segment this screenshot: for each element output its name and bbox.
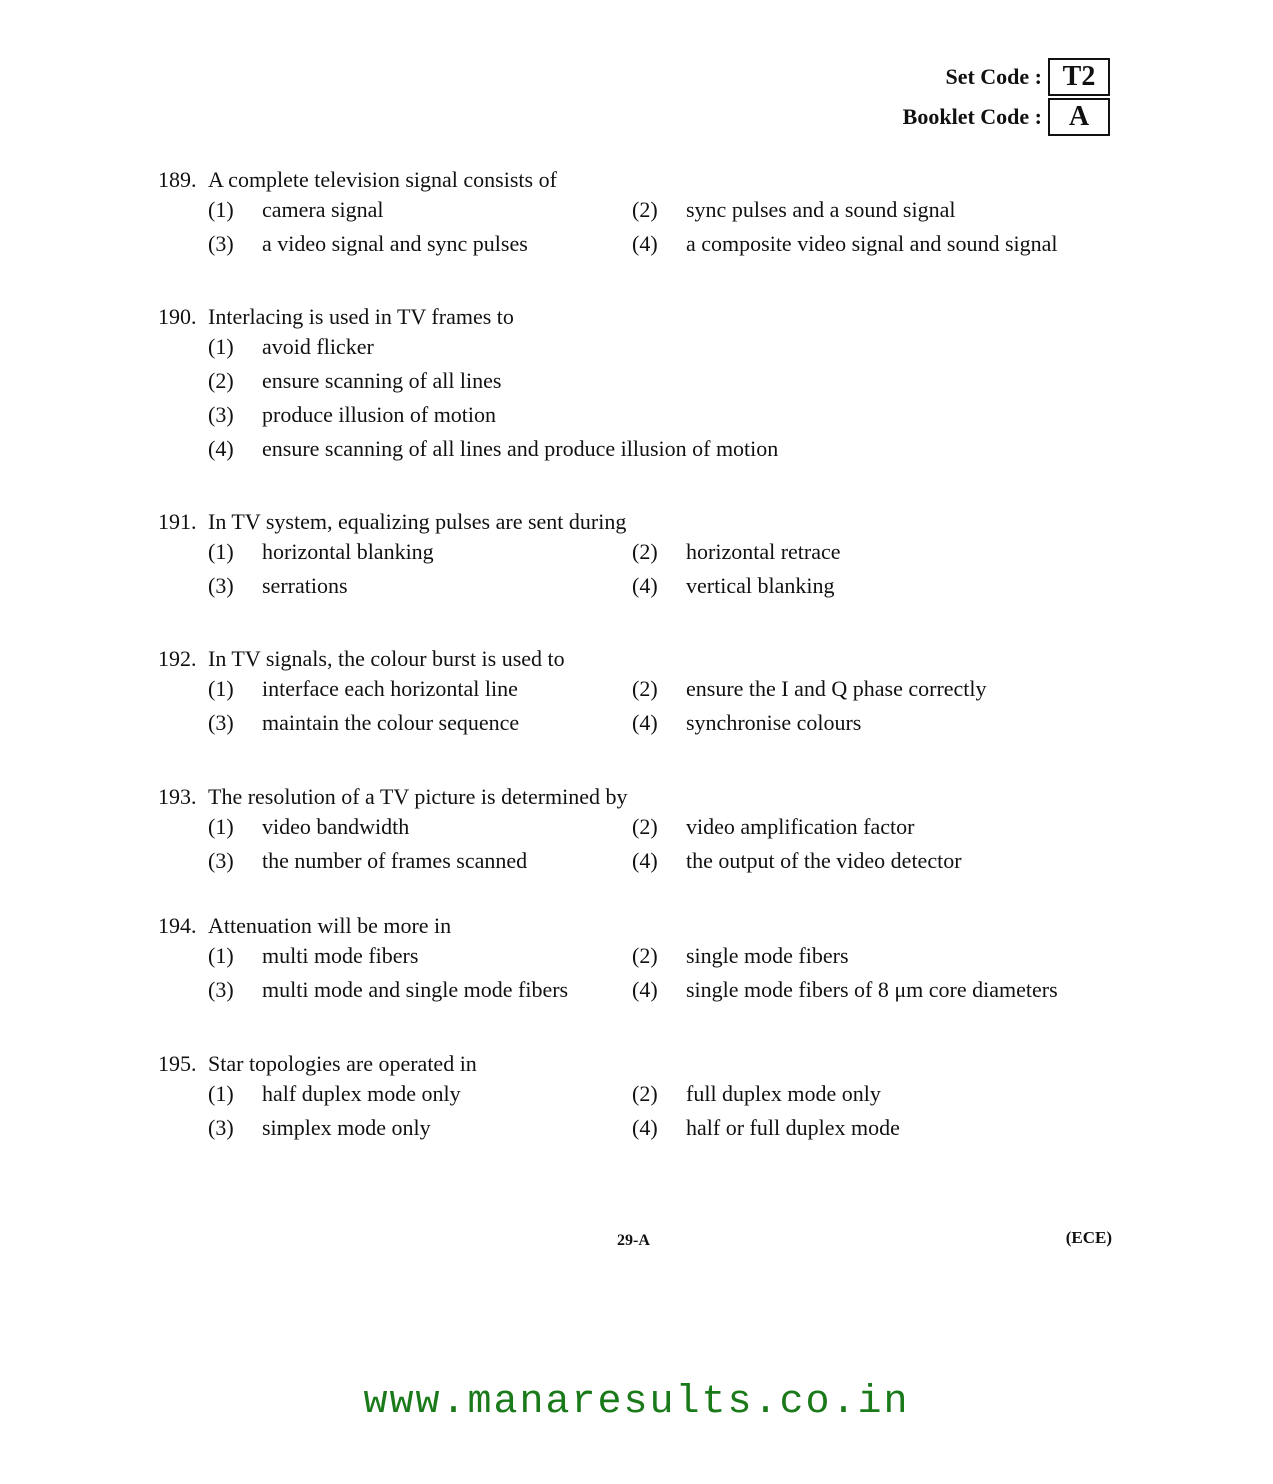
option-number: (2): [632, 676, 658, 701]
option-list: [208, 674, 1118, 738]
option-number: (1): [208, 334, 234, 359]
option-2[interactable]: [632, 674, 1102, 704]
question-stem: [158, 507, 1118, 537]
booklet-code-value: A: [1048, 98, 1110, 136]
option-text: synchronise colours: [686, 710, 862, 735]
question-number: 190.: [158, 304, 197, 329]
question-number: 194.: [158, 913, 197, 938]
option-number: (1): [208, 943, 234, 968]
question-text: Star topologies are operated in: [208, 1051, 477, 1076]
option-number: (2): [632, 539, 658, 564]
question-stem: [158, 782, 1118, 812]
option-text: sync pulses and a sound signal: [686, 197, 956, 222]
option-1[interactable]: [208, 812, 632, 842]
option-number: (2): [632, 943, 658, 968]
question-193: [158, 782, 1118, 876]
option-number: (4): [208, 436, 234, 461]
option-2[interactable]: [208, 366, 1102, 396]
option-text: vertical blanking: [686, 573, 835, 598]
question-stem: [158, 1049, 1118, 1079]
option-1[interactable]: [208, 941, 632, 971]
option-number: (1): [208, 676, 234, 701]
set-code-row: [903, 58, 1110, 96]
option-text: single mode fibers: [686, 943, 849, 968]
option-3[interactable]: [208, 229, 632, 259]
question-stem: [158, 165, 1118, 195]
question-192: [158, 644, 1118, 738]
question-194: [158, 911, 1118, 1005]
page-number: 29-A: [617, 1232, 650, 1249]
option-text: a composite video signal and sound signal: [686, 231, 1058, 256]
option-number: (3): [208, 573, 234, 598]
option-3[interactable]: [208, 400, 1102, 430]
option-4[interactable]: [208, 434, 1102, 464]
option-text: ensure the I and Q phase correctly: [686, 676, 987, 701]
option-text: the output of the video detector: [686, 848, 962, 873]
option-number: (2): [632, 197, 658, 222]
option-text: multi mode fibers: [262, 943, 419, 968]
option-2[interactable]: [632, 195, 1102, 225]
option-number: (3): [208, 977, 234, 1002]
option-number: (3): [208, 710, 234, 735]
option-list: [208, 195, 1118, 259]
option-text: avoid flicker: [262, 334, 374, 359]
option-number: (1): [208, 1081, 234, 1106]
option-3[interactable]: [208, 846, 632, 876]
question-text: In TV system, equalizing pulses are sent during: [208, 509, 627, 534]
option-number: (1): [208, 197, 234, 222]
option-number: (4): [632, 231, 658, 256]
option-text: horizontal retrace: [686, 539, 841, 564]
question-text: Interlacing is used in TV frames to: [208, 304, 514, 329]
option-text: horizontal blanking: [262, 539, 434, 564]
question-stem: [158, 302, 1118, 332]
option-text: produce illusion of motion: [262, 402, 497, 427]
watermark-url[interactable]: www.manaresults.co.in: [363, 1380, 910, 1425]
booklet-code-label: Booklet Code :: [902, 104, 1042, 129]
option-text: serrations: [262, 573, 348, 598]
code-block: [903, 58, 1110, 138]
option-number: (1): [208, 539, 234, 564]
option-4[interactable]: [632, 708, 1102, 738]
option-number: (3): [208, 1115, 234, 1140]
option-number: (4): [632, 848, 658, 873]
option-number: (4): [632, 977, 658, 1002]
option-list: [208, 812, 1118, 876]
option-3[interactable]: [208, 708, 632, 738]
option-text: video amplification factor: [686, 814, 915, 839]
option-text: multi mode and single mode fibers: [262, 977, 569, 1002]
question-number: 191.: [158, 509, 197, 534]
option-text: ensure scanning of all lines and produce illusion of motion: [262, 436, 779, 461]
question-text: In TV signals, the colour burst is used to: [208, 646, 565, 671]
question-195: [158, 1049, 1118, 1143]
option-text: full duplex mode only: [686, 1081, 881, 1106]
option-4[interactable]: [632, 975, 1102, 1005]
option-number: (4): [632, 710, 658, 735]
option-number: (2): [632, 814, 658, 839]
question-stem: [158, 644, 1118, 674]
option-1[interactable]: [208, 195, 632, 225]
option-2[interactable]: [632, 537, 1102, 567]
option-4[interactable]: [632, 846, 1102, 876]
option-2[interactable]: [632, 941, 1102, 971]
set-code-value: T2: [1048, 58, 1110, 96]
question-number: 192.: [158, 646, 197, 671]
option-text: interface each horizontal line: [262, 676, 518, 701]
option-number: (4): [632, 573, 658, 598]
question-text: A complete television signal consists of: [208, 167, 557, 192]
question-191: [158, 507, 1118, 601]
question-189: [158, 165, 1118, 259]
option-1[interactable]: [208, 674, 632, 704]
option-text: single mode fibers of 8 μm core diameters: [686, 977, 1058, 1002]
question-number: 193.: [158, 784, 197, 809]
question-number: 195.: [158, 1051, 197, 1076]
option-text: half duplex mode only: [262, 1081, 461, 1106]
option-number: (4): [632, 1115, 658, 1140]
option-text: camera signal: [262, 197, 384, 222]
option-number: (1): [208, 814, 234, 839]
set-code-label: Set Code :: [945, 64, 1042, 89]
question-190: [158, 302, 1118, 464]
option-number: (3): [208, 402, 234, 427]
question-text: The resolution of a TV picture is determined by: [208, 784, 628, 809]
question-number: 189.: [158, 167, 197, 192]
option-text: maintain the colour sequence: [262, 710, 520, 735]
option-list: [208, 332, 1118, 464]
option-text: simplex mode only: [262, 1115, 431, 1140]
option-list: [208, 537, 1118, 601]
option-number: (2): [632, 1081, 658, 1106]
option-text: video bandwidth: [262, 814, 410, 839]
option-1[interactable]: [208, 1079, 632, 1109]
option-list: [208, 941, 1118, 1005]
question-stem: [158, 911, 1118, 941]
option-list: [208, 1079, 1118, 1143]
option-3[interactable]: [208, 1113, 632, 1143]
option-number: (2): [208, 368, 234, 393]
option-text: ensure scanning of all lines: [262, 368, 502, 393]
option-text: the number of frames scanned: [262, 848, 528, 873]
option-2[interactable]: [632, 1079, 1102, 1109]
option-4[interactable]: [632, 229, 1102, 259]
question-text: Attenuation will be more in: [208, 913, 452, 938]
option-number: (3): [208, 848, 234, 873]
option-text: a video signal and sync pulses: [262, 231, 528, 256]
option-3[interactable]: [208, 571, 632, 601]
option-text: half or full duplex mode: [686, 1115, 900, 1140]
option-3[interactable]: [208, 975, 632, 1005]
option-2[interactable]: [632, 812, 1102, 842]
option-number: (3): [208, 231, 234, 256]
option-4[interactable]: [632, 1113, 1102, 1143]
option-1[interactable]: [208, 537, 632, 567]
booklet-code-row: [903, 98, 1110, 136]
subject-code: (ECE): [1065, 1228, 1112, 1247]
option-1[interactable]: [208, 332, 1102, 362]
option-4[interactable]: [632, 571, 1102, 601]
